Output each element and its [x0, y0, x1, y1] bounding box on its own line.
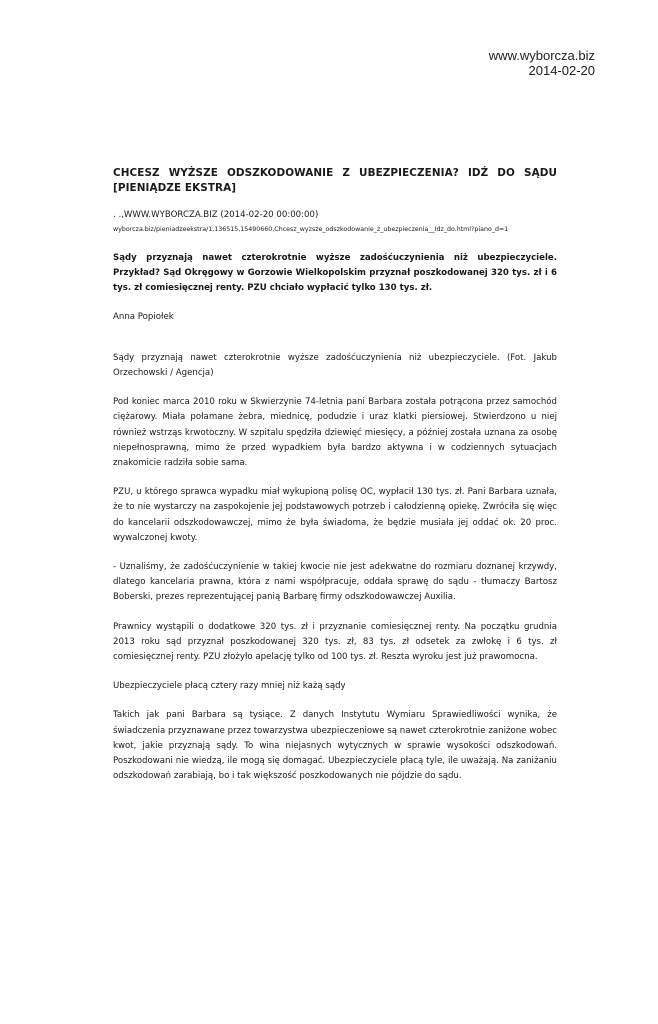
- document-date: 2014-02-20: [528, 63, 595, 78]
- document-header: [489, 48, 595, 78]
- photo-caption: Sądy przyznają nawet czterokrotnie wyższe zadośćuczynienia niż ubezpieczyciele. (Fot. Jakub Orzechowski / Agencja): [113, 352, 557, 379]
- article-title: CHCESZ WYŻSZE ODSZKODOWANIE Z UBEZPIECZENIA? IDŹ DO SĄDU [PIENIĄDZE EKSTRA]: [113, 167, 557, 194]
- article-lead: Sądy przyznają nawet czterokrotnie wyższe zadośćuczynienia niż ubezpieczyciele. Przykład? Sąd Okręgowy w Gorzowie Wielkopolskim przyznał poszkodowanej 320 tys. zł i 6 tys. zł comiesięcznej renty. PZU chciało wypłacić tylko 130 tys. zł.: [113, 253, 557, 294]
- article-paragraph: PZU, u którego sprawca wypadku miał wykupioną polisę OC, wypłacił 130 tys. zł. Pani Barbara uznała, że to nie wystarczy na zaspokojenie jej podstawowych potrzeb i całodzienną opiekę. Zwróciła się więc do kancelarii odszkodowawczej, mimo że była świadoma, że będzie musiała jej oddać ok. 20 proc. wywalczonej kwoty.: [113, 487, 557, 543]
- source-line: . .,WWW.WYBORCZA.BIZ (2014-02-20 00:00:00): [113, 210, 319, 220]
- section-subheading: Ubezpieczyciele płacą cztery razy mniej niż każą sądy: [113, 681, 346, 692]
- article-paragraph: Takich jak pani Barbara są tysiące. Z danych Instytutu Wymiaru Sprawiedliwości wynika, że świadczenia przyznawane przez towarzystwa ubezpieczeniowe są nawet czterokrotnie zaniżone wobec kwot, jakie przyznają sądy. To wina niejasnych wytycznych w sprawie wysokości odszkodowań. Poszkodowani nie wiedzą, ile mogą się domagać. Ubezpieczyciele płacą tyle, ile uważają. Na zaniżaniu odszkodowań zarabiają, bo i tak większość poszkodowanych nie pójdzie do sądu.: [113, 710, 557, 782]
- article-author: Anna Popiołek: [113, 311, 174, 322]
- article-paragraph: Pod koniec marca 2010 roku w Skwierzynie 74-letnia pani Barbara została potrącona przez samochód ciężarowy. Miała połamane żebra, miednicę, podudzie i uraz klatki piersiowej. Stwierdzono u niej również wstrząs krwotoczny. W szpitalu spędziła dziewięć miesięcy, a później została uznana za osobę niepełnosprawną, mimo że przed wypadkiem była bardzo aktywna i w codziennych sytuacjach znakomicie radziła sobie sama.: [113, 397, 557, 469]
- article-paragraph: Prawnicy wystąpili o dodatkowe 320 tys. zł i przyznanie comiesięcznej renty. Na początku grudnia 2013 roku sąd przyznał poszkodowanej 320 tys. zł, 83 tys. zł odsetek za zwłokę i 6 tys. zł comiesięcznej renty. PZU złożyło apelację tylko od 100 tys. zł. Reszta wyroku jest już prawomocna.: [113, 621, 557, 663]
- site-name: www.wyborcza.biz: [488, 48, 595, 63]
- article: [113, 166, 557, 798]
- article-paragraph: - Uznaliśmy, że zadośćuczynienie w takiej kwocie nie jest adekwatne do rozmiaru doznanej krzywdy, dlatego kancelaria prawna, która z nami współpracuje, oddała sprawę do sądu - tłumaczy Bartosz Boberski, prezes reprezentującej panią Barbarę firmy odszkodowawczej Auxilia.: [113, 562, 557, 603]
- article-url: wyborcza.biz/pieniadzeekstra/1,136515,15490660,Chcesz_wyzsze_odszkodowanie_z_ubezpieczenia__Idz_do.html?piano_d=1: [113, 226, 509, 233]
